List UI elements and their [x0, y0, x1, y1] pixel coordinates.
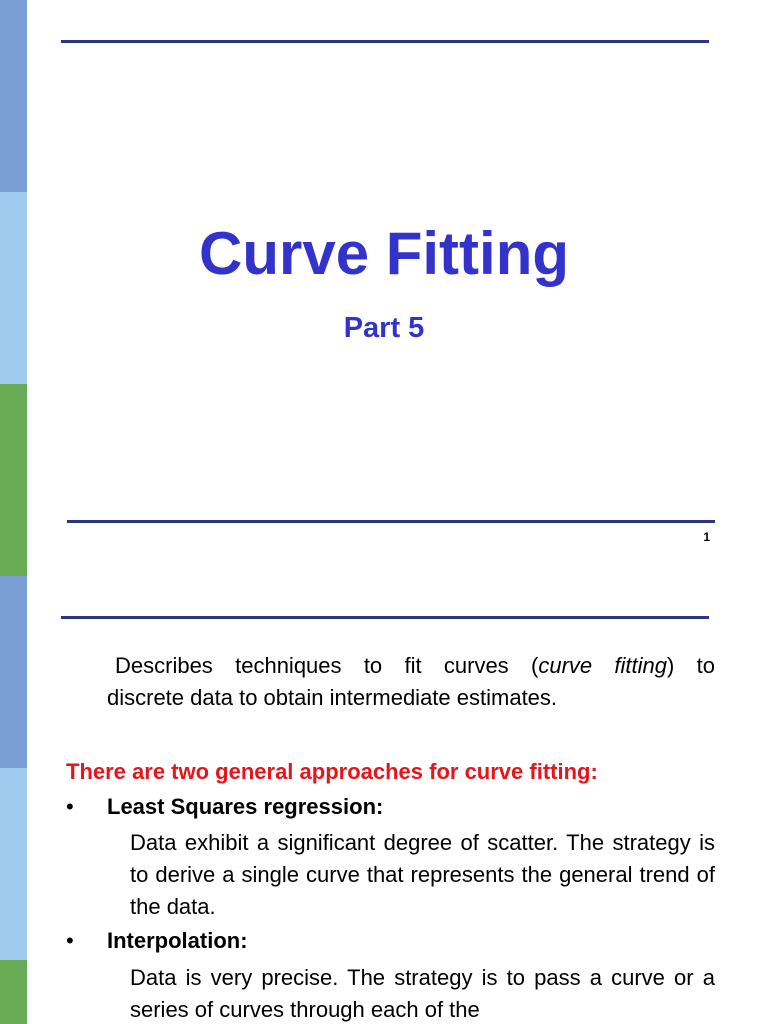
intro-italic-term: curve fitting: [538, 653, 668, 678]
side-stripe-segment: [0, 768, 27, 960]
top-divider: [61, 40, 709, 43]
intro-line-2: discrete data to obtain intermediate estimates.: [107, 685, 558, 710]
bullet-label: Interpolation:: [107, 928, 248, 953]
slide-subtitle: Part 5: [343, 312, 425, 344]
bottom-divider: [67, 520, 715, 523]
side-stripe-segment: [0, 0, 27, 192]
section-heading: There are two general approaches for curve fitting:: [66, 759, 598, 784]
intro-text-before: Describes techniques to fit curves (: [115, 653, 539, 678]
side-stripe-segment: [0, 576, 27, 768]
intro-paragraph: [107, 650, 715, 714]
slide-title: Curve Fitting: [199, 220, 569, 287]
slide2-top-divider: [61, 616, 709, 619]
bullet-marker: •: [66, 794, 74, 819]
bullet-description: Data is very precise. The strategy is to pass a curve or a series of curves through each of the: [130, 965, 715, 1022]
bullet-label: Least Squares regression:: [107, 794, 384, 819]
bullet-item: [66, 925, 248, 957]
side-stripe-segment: [0, 384, 27, 576]
bullet-marker: •: [66, 928, 74, 953]
side-stripe-segment: [0, 960, 27, 1024]
bullet-description: Data exhibit a significant degree of scatter. The strategy is to derive a single curve that represents the general trend of the data.: [130, 830, 715, 919]
bullet-item: [66, 791, 383, 823]
intro-text-after: ) to: [667, 653, 715, 678]
intro-line-1: [107, 650, 715, 682]
page-number: 1: [703, 530, 710, 544]
